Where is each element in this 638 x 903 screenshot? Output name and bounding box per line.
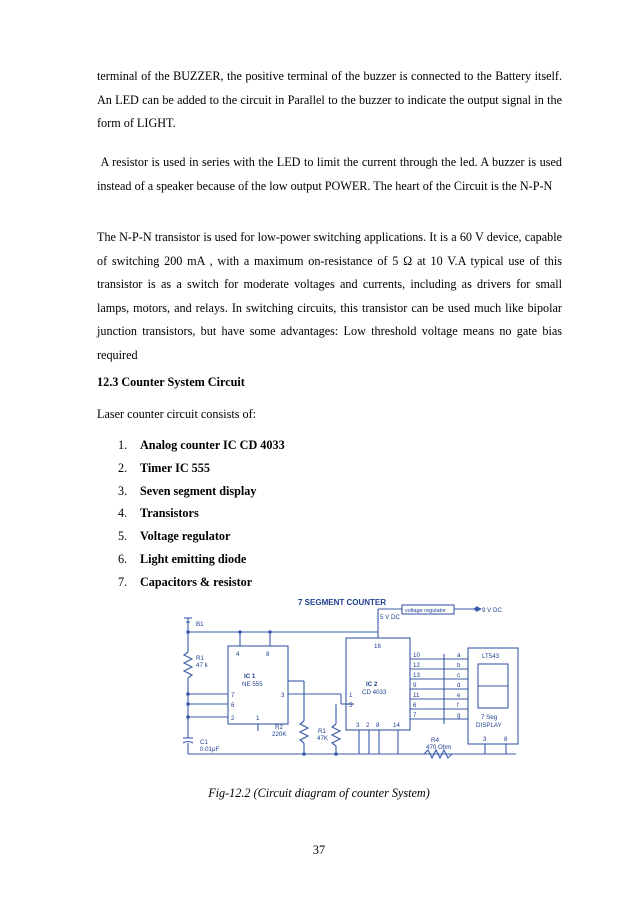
paragraph-transistor: The N-P-N transistor is used for low-power switching applications. It is a 60 V device, capable of switching 200 mA , with a maximum on-resistance of 5 Ω at 10 V.A typical use of this transistor is as a switch for moderate voltages and currents, including as drivers for small lamps, motors, and relays. In switching circuits, this transistor can be used much like bipolar junction transistors, but have some advantages: Low threshold voltage means no gate bias required [97, 230, 562, 362]
display-pin-3: 3 [483, 736, 487, 743]
ic2-pin-5: 5 [349, 702, 353, 709]
intro-text: Laser counter circuit consists of: [97, 407, 257, 421]
ic1-pin-6: 6 [231, 702, 235, 709]
ic2-out-pin: 11 [413, 692, 420, 699]
ic1-name: IC 1 [244, 673, 256, 680]
segment-label: a [457, 652, 461, 659]
r4-name: R4 [431, 737, 439, 744]
list-item [118, 548, 285, 571]
ic2-pin-8: 8 [376, 722, 380, 729]
ic2-out-pin: 12 [413, 662, 420, 669]
b1-label: B1 [196, 621, 204, 628]
ic1-pin-3: 3 [281, 692, 285, 699]
ic1-pin-7: 7 [231, 692, 235, 699]
r1-value: 47 k [196, 662, 208, 669]
c1-value: 0.01μF [200, 746, 220, 753]
r3-resistor [332, 724, 340, 746]
list-item [118, 457, 285, 480]
ic2-pin-14: 14 [393, 722, 400, 729]
ic2-pin-3: 3 [356, 722, 360, 729]
r1-resistor [184, 652, 192, 678]
segment-label: c [457, 672, 461, 679]
list-item [118, 571, 285, 594]
display-label-1: 7 Seg [481, 714, 498, 721]
list-number: 4. [118, 506, 128, 521]
c1-name: C1 [200, 739, 208, 746]
ic2-pin-16: 16 [374, 643, 381, 650]
segment-label: b [457, 662, 461, 669]
ic2-part: CD 4033 [362, 689, 387, 696]
ic1-part: NE 555 [242, 681, 263, 688]
list-label: Voltage regulator [140, 529, 231, 544]
ic2-box [346, 638, 410, 730]
list-number: 5. [118, 529, 128, 544]
list-item [118, 434, 285, 457]
figure-caption: Fig-12.2 (Circuit diagram of counter System) [208, 786, 430, 800]
list-number: 6. [118, 551, 128, 566]
list-item [118, 480, 285, 503]
list-label: Transistors [140, 506, 199, 521]
ic2-out-pin: 13 [413, 672, 420, 679]
ic2-name: IC 2 [366, 681, 378, 688]
ic2-pin-2: 2 [366, 722, 370, 729]
ic1-pin-4: 4 [236, 651, 240, 658]
r3-name: R1 [318, 728, 326, 735]
component-list [118, 434, 285, 594]
ic2-out-pin: 6 [413, 702, 417, 709]
r2-value: 220K [272, 731, 287, 738]
paragraph-resistor: A resistor is used in series with the LED to limit the current through the led. A buzzer is used instead of a speaker because of the low output POWER. The heart of the Circuit is the N-P-N [97, 155, 562, 193]
r1-name: R1 [196, 655, 204, 662]
display-pin-8: 8 [504, 736, 508, 743]
list-number: 1. [118, 438, 128, 452]
list-number: 2. [118, 460, 128, 475]
seven-segment-display [468, 648, 518, 744]
list-label: Capacitors & resistor [140, 574, 253, 589]
page-number: 37 [312, 843, 326, 857]
list-label: Analog counter IC CD 4033 [140, 438, 285, 452]
r2-resistor [300, 721, 308, 743]
ic1-pin-8: 8 [266, 651, 270, 658]
segment-label: e [457, 692, 461, 699]
display-label-2: DISPLAY [476, 722, 502, 729]
list-label: Light emitting diode [140, 551, 247, 566]
vout-label: 5 V DC [380, 614, 400, 621]
ic1-pin-2: 2 [231, 715, 235, 722]
diagram-title: 7 SEGMENT COUNTER [298, 598, 387, 607]
r4-value: 470 Ohm [426, 744, 452, 751]
vin-label: 9 V DC [482, 607, 502, 614]
ic2-out-pin: 10 [413, 652, 420, 659]
list-number: 3. [118, 483, 128, 498]
r2-name: R2 [275, 724, 283, 731]
segment-label: d [457, 682, 461, 689]
list-label: Timer IC 555 [140, 460, 210, 475]
ic2-out-pin: 9 [413, 682, 417, 689]
list-number: 7. [118, 574, 128, 589]
section-heading: 12.3 Counter System Circuit [97, 375, 245, 389]
counter-circuit-diagram [176, 596, 528, 768]
ic2-out-pin: 7 [413, 712, 417, 719]
list-label: Seven segment display [140, 483, 257, 498]
segment-label: f [457, 702, 459, 709]
display-part: LT543 [482, 653, 500, 660]
list-item [118, 502, 285, 525]
segment-label: g [457, 712, 461, 719]
ic1-pin-1: 1 [256, 715, 260, 722]
ic2-pin-1: 1 [349, 692, 353, 699]
list-item [118, 525, 285, 548]
paragraph-buzzer: terminal of the BUZZER, the positive terminal of the buzzer is connected to the Battery itself. An LED can be added to the circuit in Parallel to the buzzer to indicate the output signal in the form of LIGHT. [97, 69, 562, 131]
r3-value: 47K [317, 735, 329, 742]
regulator-label: voltage regulator [405, 608, 446, 614]
